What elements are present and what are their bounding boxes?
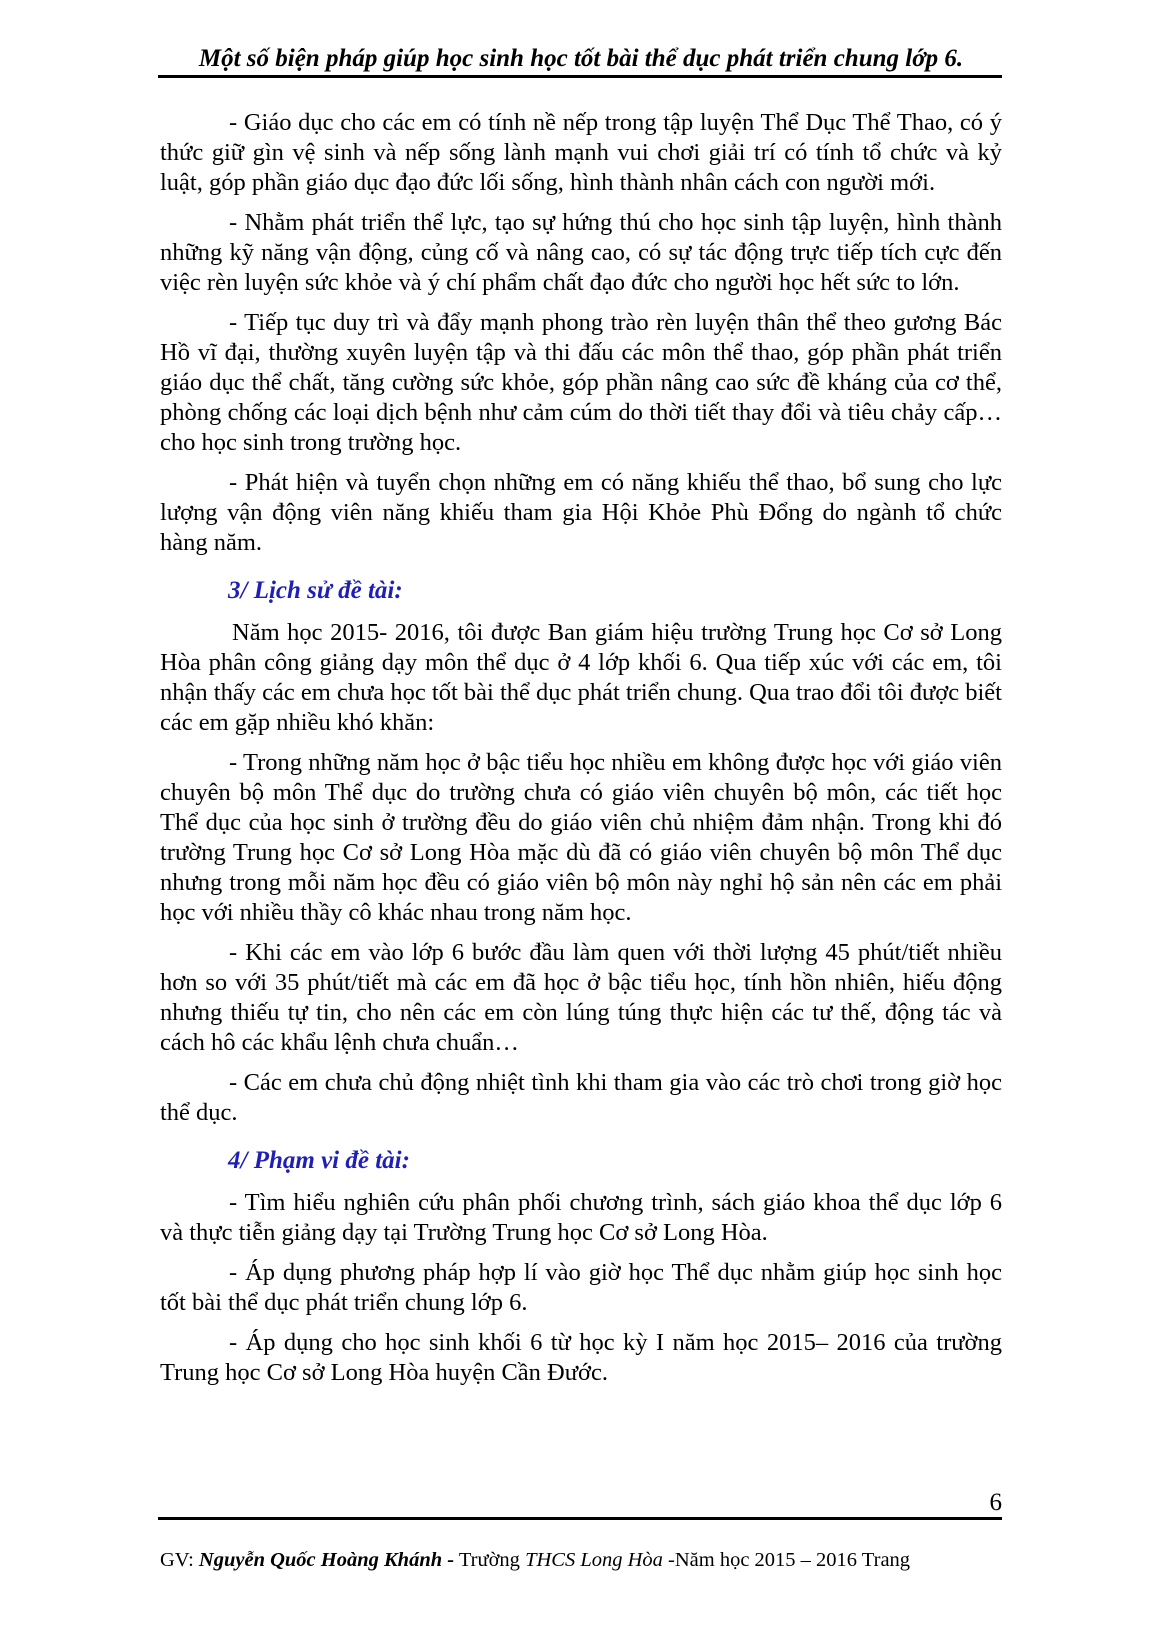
body-paragraph: - Nhằm phát triển thể lực, tạo sự hứng thú cho học sinh tập luyện, hình thành những kỹ năng vận động, củng cố và nâng cao, có sự tác động trực tiếp tích cực đến việc rèn luyện sức khỏe và ý chí phẩm chất đạo đức cho người học hết sức to lớn. — [160, 209, 1002, 296]
header-divider — [158, 75, 1002, 78]
document-body — [160, 108, 1002, 1398]
footer-teacher-name: Nguyễn Quốc Hoàng Khánh - — [198, 1549, 455, 1571]
footer-school-name: THCS Long Hòa — [525, 1549, 663, 1571]
body-paragraph: - Khi các em vào lớp 6 bước đầu làm quen với thời lượng 45 phút/tiết nhiều hơn so với 35 phút/tiết mà các em đã học ở bậc tiểu học, tính hồn nhiên, hiếu động nhưng thiếu tự tin, cho nên các em còn lúng túng thực hiện các tư thế, động tác và cách hô các khẩu lệnh chưa chuẩn… — [160, 939, 1002, 1056]
section-heading-history: 3/ Lịch sử đề tài: — [228, 577, 403, 604]
body-paragraph: - Tìm hiểu nghiên cứu phân phối chương trình, sách giáo khoa thể dục lớp 6 và thực tiễn giảng dạy tại Trường Trung học Cơ sở Long Hòa. — [160, 1189, 1002, 1246]
footer-year-text: -Năm học 2015 – 2016 Trang — [662, 1549, 911, 1571]
footer-school-prefix: Trường — [454, 1549, 526, 1571]
body-paragraph: - Các em chưa chủ động nhiệt tình khi tham gia vào các trò chơi trong giờ học thể dục. — [160, 1069, 1002, 1126]
section-heading-scope: 4/ Phạm vi đề tài: — [228, 1147, 410, 1174]
body-paragraph: - Áp dụng cho học sinh khối 6 từ học kỳ I năm học 2015– 2016 của trường Trung học Cơ sở Long Hòa huyện Cần Đước. — [160, 1329, 1002, 1386]
body-paragraph: - Phát hiện và tuyển chọn những em có năng khiếu thể thao, bổ sung cho lực lượng vận động viên năng khiếu tham gia Hội Khỏe Phù Đổng do ngành tổ chức hàng năm. — [160, 469, 1002, 556]
page-footer — [160, 1547, 910, 1573]
page-header-title: Một số biện pháp giúp học sinh học tốt bài thể dục phát triển chung lớp 6. — [198, 45, 964, 72]
body-paragraph: - Tiếp tục duy trì và đẩy mạnh phong trào rèn luyện thân thể theo gương Bác Hồ vĩ đại, thường xuyên luyện tập và thi đấu các môn thể thao, góp phần phát triển giáo dục thể chất, tăng cường sức khỏe, góp phần nâng cao sức đề kháng của cơ thể, phòng chống các loại dịch bệnh như cảm cúm do thời tiết thay đổi và tiêu chảy cấp… cho học sinh trong trường học. — [160, 309, 1002, 456]
footer-prefix: GV: — [160, 1549, 199, 1571]
body-paragraph: Năm học 2015- 2016, tôi được Ban giám hiệu trường Trung học Cơ sở Long Hòa phân công giảng dạy môn thể dục ở 4 lớp khối 6. Qua tiếp xúc với các em, tôi nhận thấy các em chưa học tốt bài thể dục phát triển chung. Qua trao đổi tôi được biết các em gặp nhiều khó khăn: — [160, 619, 1002, 736]
page-number: 6 — [989, 1489, 1002, 1516]
body-paragraph: - Trong những năm học ở bậc tiểu học nhiều em không được học với giáo viên chuyên bộ môn Thể dục do trường chưa có giáo viên chuyên bộ môn, các tiết học Thể dục của học sinh ở trường đều do giáo viên chủ nhiệm đảm nhận. Trong khi đó trường Trung học Cơ sở Long Hòa mặc dù đã có giáo viên chuyên bộ môn Thể dục nhưng trong mỗi năm học đều có giáo viên bộ môn này nghỉ hộ sản nên các em phải học với nhiều thầy cô khác nhau trong năm học. — [160, 749, 1002, 926]
footer-divider — [158, 1517, 1002, 1520]
body-paragraph: - Áp dụng phương pháp hợp lí vào giờ học Thể dục nhằm giúp học sinh học tốt bài thể dục phát triển chung lớp 6. — [160, 1259, 1002, 1316]
body-paragraph: - Giáo dục cho các em có tính nề nếp trong tập luyện Thể Dục Thể Thao, có ý thức giữ gìn vệ sinh và nếp sống lành mạnh vui chơi giải trí có tính tổ chức và kỷ luật, góp phần giáo dục đạo đức lối sống, hình thành nhân cách con người mới. — [160, 109, 1002, 196]
